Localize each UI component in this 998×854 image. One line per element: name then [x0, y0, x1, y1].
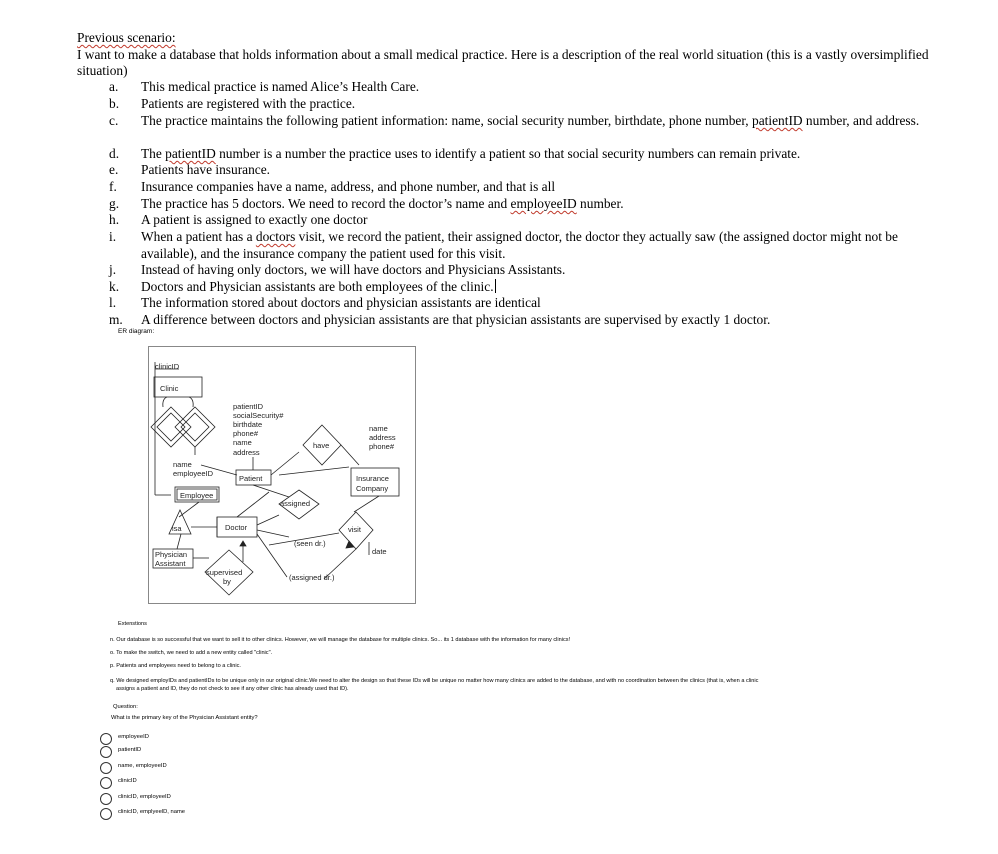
visit-label: visit	[348, 525, 361, 534]
extension-item: p. Patients and employees need to belong to a clinic.	[110, 663, 241, 669]
scenario-intro	[77, 30, 957, 80]
patient-attribute: birthdate	[233, 420, 263, 429]
insurance-attribute: address	[369, 433, 396, 442]
question-heading: Question:	[113, 704, 138, 710]
patient-attribute: socialSecurity#	[233, 411, 284, 420]
radio-button[interactable]	[100, 793, 112, 805]
extension-item: q. We designed employIDs and patientIDs to be unique only in our original clinic.We need to alter the design so that these IDs will be unique no matter how many clinics are added to the database, and with no coordination between the clinics (that is, when a clinic	[110, 678, 759, 684]
radio-button[interactable]	[100, 777, 112, 789]
er-diagram-canvas	[149, 347, 415, 603]
seen-doctor-label: (seen dr.)	[294, 539, 326, 548]
patient-attribute: phone#	[233, 429, 259, 438]
physician-assistant-label: Assistant	[155, 559, 186, 568]
supervised-by-label: supervised	[206, 568, 243, 577]
have-label: have	[313, 441, 330, 450]
radio-button[interactable]	[100, 733, 112, 745]
extension-item: assigns a patient and ID, they do not check to see if any other clinic has already used that ID).	[116, 686, 349, 692]
scenario-description: I want to make a database that holds information about a small medical practice. Here is a description of the real world situation (this is a vastly oversimplified situation)	[77, 46, 929, 78]
patient-attribute: patientID	[233, 402, 264, 411]
assigned-doctor-label: (assigned dr.)	[289, 573, 335, 582]
er-diagram-label: ER diagram:	[118, 328, 155, 335]
insurance-attribute: name	[369, 424, 388, 433]
employee-attribute: employeeID	[173, 469, 214, 478]
text-cursor	[495, 279, 496, 293]
radio-button[interactable]	[100, 808, 112, 820]
supervised-by-label: by	[223, 577, 231, 586]
extensions-heading: Extenstions	[118, 621, 147, 627]
clinicid-attribute: clinicID	[155, 362, 180, 371]
question-block	[113, 704, 258, 721]
patient-label: Patient	[239, 474, 263, 483]
radio-button[interactable]	[100, 746, 112, 758]
employee-attribute: name	[173, 460, 192, 469]
patient-attribute: name	[233, 438, 252, 447]
extension-item: n. Our database is so successful that we want to sell it to other clinics. However, we will manage the database for multiple clinics. So... its 1 database with the information for many clinics!	[110, 637, 571, 643]
radio-button[interactable]	[100, 762, 112, 774]
isa-label: isa	[172, 524, 182, 533]
doctor-label: Doctor	[225, 523, 248, 532]
extension-item: o. To make the switch, we need to add a new entity called "clinic".	[110, 650, 273, 656]
insurance-label: Company	[356, 484, 389, 493]
clinic-label: Clinic	[160, 384, 179, 393]
er-diagram	[148, 346, 416, 604]
employee-label: Employee	[180, 491, 214, 500]
previous-scenario-heading: Previous scenario:	[77, 30, 176, 45]
date-attribute: date	[372, 547, 387, 556]
assigned-label: assigned	[280, 499, 311, 508]
insurance-attribute: phone#	[369, 442, 395, 451]
patient-attribute: address	[233, 448, 260, 457]
insurance-label: Insurance	[356, 474, 389, 483]
question-text: What is the primary key of the Physician Assistant entity?	[111, 715, 258, 721]
physician-assistant-label: Physician	[155, 550, 188, 559]
